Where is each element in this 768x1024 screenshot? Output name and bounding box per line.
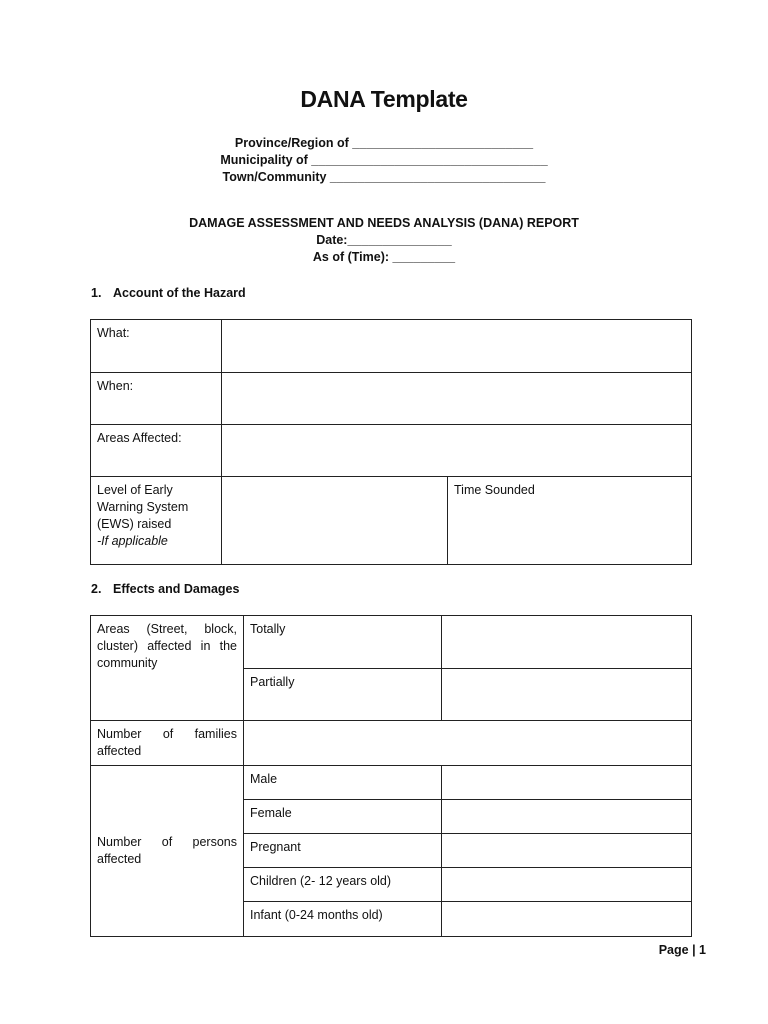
ews-label-line-3: (EWS) raised — [97, 517, 172, 531]
effects-row-families — [91, 721, 692, 766]
totally-label: Totally — [244, 616, 442, 669]
effects-table — [90, 615, 692, 937]
male-value-cell[interactable] — [442, 766, 692, 800]
persons-label: Number of persons affected — [91, 766, 244, 937]
hazard-row-when — [91, 373, 692, 425]
section-2-heading — [91, 582, 239, 596]
areas-affected-value-cell[interactable] — [222, 425, 692, 477]
families-label: Number of families affected — [91, 721, 244, 766]
ews-label — [91, 477, 222, 565]
municipality-line: Municipality of __________________________________ — [220, 153, 548, 167]
children-label: Children (2- 12 years old) — [244, 868, 442, 902]
areas-community-label: Areas (Street, block, cluster) affected in the community — [91, 616, 244, 721]
partially-value-cell[interactable] — [442, 669, 692, 721]
partially-label: Partially — [244, 669, 442, 721]
date-line: Date:_______________ — [316, 233, 452, 247]
what-value-cell[interactable] — [222, 320, 692, 373]
section-1-heading — [91, 286, 246, 300]
hazard-row-what — [91, 320, 692, 373]
when-value-cell[interactable] — [222, 373, 692, 425]
document-title: DANA Template — [300, 86, 468, 112]
report-title: DAMAGE ASSESSMENT AND NEEDS ANALYSIS (DANA) REPORT — [189, 216, 579, 230]
infant-value-cell[interactable] — [442, 902, 692, 937]
female-label: Female — [244, 800, 442, 834]
ews-note: -If applicable — [97, 534, 168, 548]
effects-row-totally — [91, 616, 692, 669]
ews-label-line-2: Warning System — [97, 500, 189, 514]
pregnant-label: Pregnant — [244, 834, 442, 868]
totally-value-cell[interactable] — [442, 616, 692, 669]
hazard-row-ews — [91, 477, 692, 565]
section-1-number: 1. — [91, 286, 102, 300]
infant-label: Infant (0-24 months old) — [244, 902, 442, 937]
male-label: Male — [244, 766, 442, 800]
when-label: When: — [91, 373, 222, 425]
female-value-cell[interactable] — [442, 800, 692, 834]
province-line: Province/Region of __________________________ — [234, 136, 534, 150]
families-value-cell[interactable] — [244, 721, 692, 766]
town-line: Town/Community _______________________________ — [222, 170, 546, 184]
hazard-row-areas — [91, 425, 692, 477]
ews-label-line-1: Level of Early — [97, 483, 173, 497]
ews-value-cell[interactable] — [222, 477, 448, 565]
section-2-number: 2. — [91, 582, 102, 596]
hazard-table — [90, 319, 692, 565]
children-value-cell[interactable] — [442, 868, 692, 902]
time-line: As of (Time): _________ — [312, 250, 456, 264]
what-label: What: — [91, 320, 222, 373]
time-sounded-cell[interactable] — [448, 477, 692, 565]
section-2-title: Effects and Damages — [113, 582, 240, 596]
pregnant-value-cell[interactable] — [442, 834, 692, 868]
effects-row-male — [91, 766, 692, 800]
time-sounded-label: Time Sounded — [454, 483, 535, 497]
areas-affected-label: Areas Affected: — [91, 425, 222, 477]
section-1-title: Account of the Hazard — [113, 286, 246, 300]
page-number: Page | 1 — [658, 943, 706, 957]
